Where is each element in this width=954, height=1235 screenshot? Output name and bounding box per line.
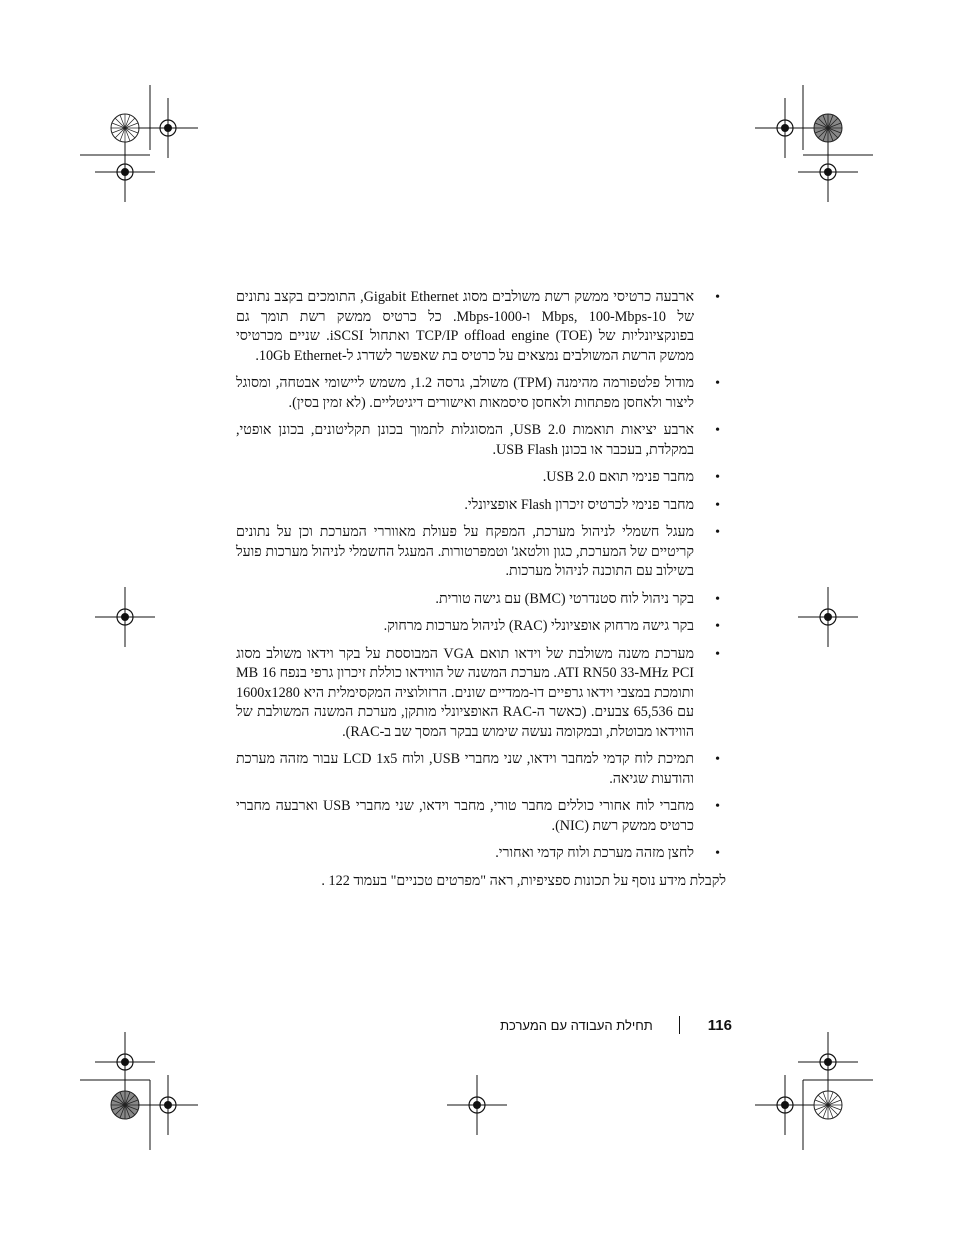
list-item: • מעגל חשמלי לניהול מערכת, המפקח על פעולת מאווררי המערכת וכן על נתונים קריטיים של המערכת, כגון וולטאג' וטמפרטורות. המעגל החשמלי לניהול מערכות פועל בשילוב עם התוכנה לניהול מערכות. (236, 523, 726, 582)
main-content (236, 288, 726, 905)
list-item: • מחבר פנימי תואם USB 2.0. (236, 468, 726, 488)
list-item: • בקר ניהול לוח סטנדרטי (BMC) עם גישה טורית. (236, 590, 726, 610)
list-item: • לחצן מזהה מערכת ולוח קדמי ואחורי. (236, 844, 726, 864)
list-item: • בקר גישה מרחוק אופציונלי (RAC) לניהול מערכות מרחוק. (236, 617, 726, 637)
page-footer (490, 1014, 732, 1036)
list-item: • ארבע יציאות תואמות USB 2.0, המסוגלות לתמוך בכונן תקליטונים, בכונן אופטי, במקלדת, בעכבר או בכונן USB Flash. (236, 421, 726, 460)
page-number: 116 (707, 1016, 732, 1034)
list-item: • תמיכת לוח קדמי למחבר וידאו, שני מחברי USB, ולוח LCD 1x5 עבור מזהה מערכת והודעות שגיאה. (236, 750, 726, 789)
list-item: • מודול פלטפורמה מהימנה (TPM) משולב, גרסה 1.2, משמש ליישומי אבטחה, ומסוגל ליצור ולאחסן מפתחות ולאחסן סיסמאות ואישורים דיגיטליים. (לא זמין בסין). (236, 374, 726, 413)
list-item: • מחברי לוח אחורי כוללים מחבר טורי, מחבר וידאו, שני מחברי USB וארבעה מחברי כרטיס ממשק רשת (NIC). (236, 797, 726, 836)
chapter-title: תחילת העבודה עם המערכת (500, 1017, 653, 1033)
list-item: • ארבעה כרטיסי ממשק רשת משולבים מסוג Gigabit Ethernet, התומכים בקצב נתונים של 10-Mbps, 100-Mbps ו-1000-Mbps. כל כרטיס ממשק רשת תומך גם בפונקציונליות של TCP/IP offload engine (TOE) ואתחול iSCSI. שניים מכרטיסי ממשק הרשת המשולבים נמצאים על כרטיס בת שאפשר לשדרג ל-10Gb Ethernet. (236, 288, 726, 366)
feature-list (236, 288, 726, 864)
list-item: • מערכת משנה משולבת של וידאו תואם VGA המבוססת על בקר וידאו משולב מסוג ATI RN50 33-MHz PCI. מערכת המשנה של הווידאו כוללת זיכרון גרפי בנפח 16 MB ותומכת במצבי וידאו גרפיים דו-ממדיים שונים. הרזולוציה המקסימלית היא 1600x1280 עם 65,536 צבעים. (כאשר ה-RAC האופציונלי מותקן, מערכת המשנה המשולבת של הווידאו מבוטלת, ובמקומה נעשה שימוש בבקר המסך שב ב-RAC). (236, 645, 726, 743)
list-item: • מחבר פנימי לכרטיס זיכרון Flash אופציונלי. (236, 496, 726, 516)
footer-divider (679, 1016, 680, 1034)
closing-reference: לקבלת מידע נוסף על תכונות ספציפיות, ראה "מפרטים טכניים" בעמוד 122 . (321, 872, 726, 889)
